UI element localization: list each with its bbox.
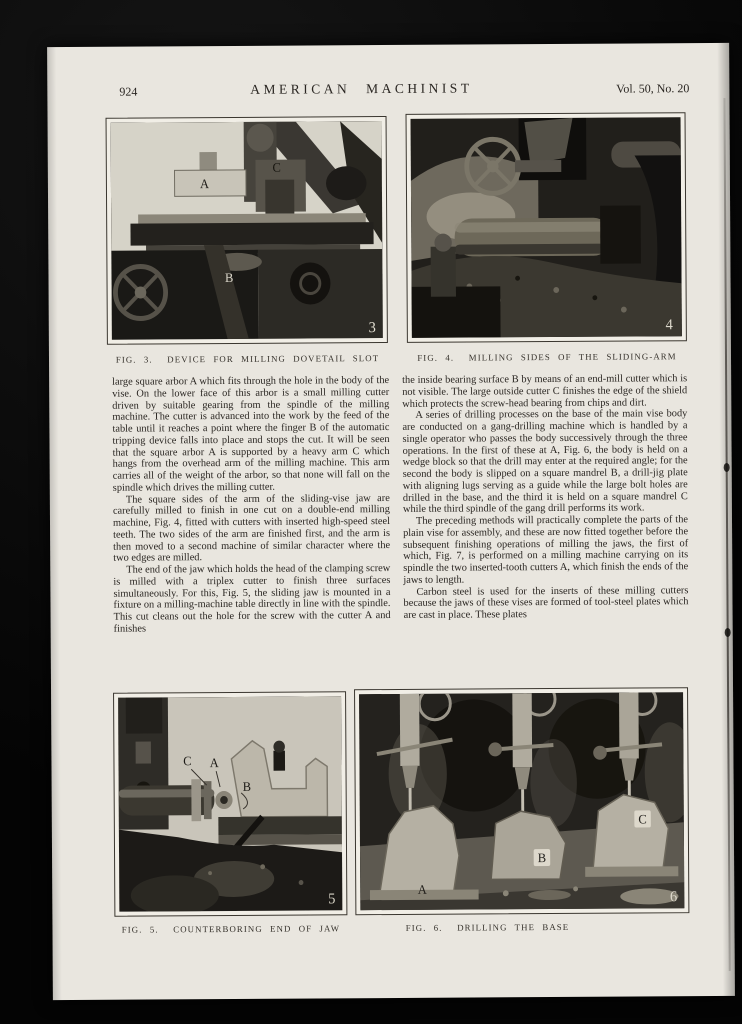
- paragraph: A series of drilling processes on the base of the main vise body are conducted on a gang-drilling machine which is handled by a single operator who passes the body successively through the three operations. In the first of these at A, Fig. 6, the body is held on a wedge block so that the drill may enter at the required angle; for the second the body is slipped on a square mandrel B, a drill-jig plate with aligning lugs serving as a guide while the large bolt holes are drilled in the base, and the third it is held on a square mandrel C while the third spindle of the gang drill performs its work.: [402, 408, 688, 516]
- figure-3-frame: [106, 116, 388, 345]
- page-number: 924: [119, 84, 138, 99]
- figure-6-photo: [359, 692, 684, 910]
- figure-number: 6: [669, 889, 678, 906]
- article-left-column: [112, 375, 391, 635]
- machinery-shapes: [359, 692, 684, 910]
- figure-4-photo: [411, 117, 682, 338]
- paragraph: the inside bearing surface B by means of an end-mill cutter which is not visible. The large outside cutter C finishes the edge of the shield which protects the screw-head bearing from chips and dirt.: [402, 373, 688, 410]
- paragraph: The square sides of the arm of the sliding-vise jaw are carefully milled to finish in one cut on a double-end milling machine, Fig. 4, fitted with cutters with inserted high-speed steel teeth. The two sides of the arm are finished first, and the arm is then moved to a second machine of similar character where the two edges are milled.: [112, 492, 391, 564]
- part-label-c: C: [638, 812, 647, 827]
- gang-drill-illustration: [359, 692, 684, 910]
- milling-machine-illustration: [411, 117, 682, 338]
- figure-5-frame: [113, 691, 347, 916]
- volume-issue: Vol. 50, No. 20: [616, 81, 690, 96]
- figure-5-photo: [118, 696, 342, 911]
- figure-number: 5: [328, 891, 336, 908]
- part-label-b: B: [242, 779, 252, 794]
- figure-6-frame: [354, 687, 689, 915]
- counterboring-illustration: [118, 696, 342, 911]
- part-label-c: C: [272, 160, 281, 175]
- magazine-page: [47, 43, 735, 1000]
- page-binding-edge: [723, 98, 730, 971]
- paragraph: Carbon steel is used for the inserts of these milling cutters because the jaws of these vises are formed of tool-steel plates which are cast in place. These plates: [403, 584, 689, 621]
- article-right-column: [402, 373, 689, 621]
- journal-title: AMERICAN MACHINIST: [250, 80, 473, 97]
- binding-mark: [724, 463, 730, 472]
- part-label-a: A: [417, 882, 427, 897]
- part-label-a: A: [209, 755, 219, 771]
- figure-5-caption: FIG. 5. COUNTERBORING END OF JAW: [121, 923, 341, 935]
- figure-3-caption: FIG. 3. DEVICE FOR MILLING DOVETAIL SLOT: [115, 353, 380, 365]
- paragraph: large square arbor A which fits through the hole in the body of the vise. On the lower face of this arbor is a small milling cutter driven by suitable gearing from the spindle of the milling machine. The cutter is advanced into the work by the feed of the table until it reaches a point where the finger B of the automatic tripping device falls into place and stops the cut. It will be seen that the square arbor A is supported by a heavy arm C which hangs from the overhead arm of the milling machine. This arm carries all of the weight of the arbor, so that none will fall on the spindle which drives the milling cutter.: [112, 375, 390, 494]
- part-label-a: A: [199, 176, 210, 192]
- figure-number: 3: [368, 319, 376, 337]
- part-label-b: B: [537, 850, 547, 866]
- milling-machine-illustration: [111, 121, 383, 340]
- figure-number: 4: [665, 317, 673, 334]
- figure-4-frame: [406, 112, 687, 343]
- part-label-c: C: [183, 753, 192, 769]
- figure-3-photo: [111, 121, 383, 340]
- figure-4-caption: FIG. 4. MILLING SIDES OF THE SLIDING-ARM: [417, 351, 677, 363]
- part-label-b: B: [224, 270, 234, 286]
- binding-mark: [725, 628, 731, 637]
- paragraph: The preceding methods will practically complete the parts of the plain vise for assembly, and these are now fitted together before the subsequent finishing operations of milling the jaws, the first of which, Fig. 7, is performed on a milling machine carrying on its spindle the two inserted-tooth cutters A, which finish the ends of the jaws to length.: [403, 514, 689, 586]
- figure-6-caption: FIG. 6. DRILLING THE BASE: [405, 921, 570, 933]
- paragraph: The end of the jaw which holds the head of the clamping screw is milled with a triplex cutter to finish three surfaces simultaneously. For this, Fig. 5, the sliding jaw is mounted in a fixture on a milling-machine table directly in line with the spindle. This cut cleans out the hole for the screw with the cutter A and finishes: [113, 563, 391, 635]
